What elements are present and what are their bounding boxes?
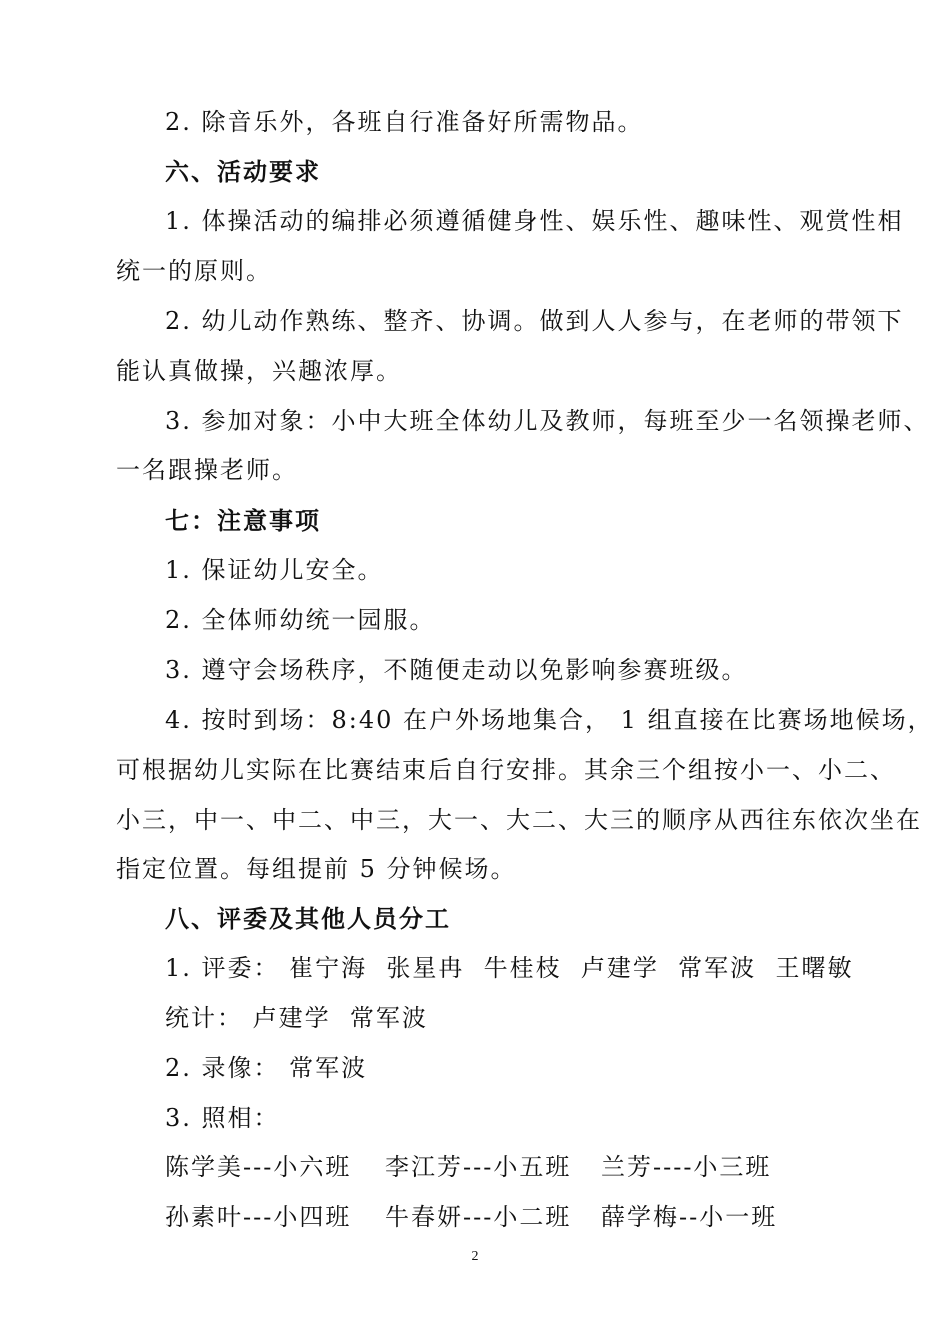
paragraph-line: 小三，中一、中二、中三，大一、大二、大三的顺序从西往东依次坐在 [116,806,922,834]
paragraph-line: 4. 按时到场：8:40 在户外场地集合， 1 组直接在比赛场地候场， [165,706,934,734]
section-heading: 六、活动要求 [165,158,321,186]
photo-assignment: 兰芳----小三班 [601,1153,772,1181]
paragraph-line: 2. 除音乐外，各班自行准备好所需物品。 [165,108,644,136]
photo-assignment: 孙素叶---小四班 [165,1203,352,1231]
paragraph-line: 能认真做操，兴趣浓厚。 [116,357,402,385]
paragraph-line: 2. 全体师幼统一园服。 [165,606,436,634]
photo-assignment-row [165,1151,771,1183]
paragraph-line: 3. 照相： [165,1104,280,1132]
section-heading: 七：注意事项 [165,507,321,535]
paragraph-line: 指定位置。每组提前 5 分钟候场。 [116,855,517,883]
paragraph-line: 统一的原则。 [116,257,272,285]
paragraph-line: 1. 评委： 崔宁海 张星冉 牛桂枝 卢建学 常军波 王曙敏 [165,954,854,982]
paragraph-line: 一名跟操老师。 [116,456,298,484]
paragraph-line: 2. 录像： 常军波 [165,1054,368,1082]
photo-assignment: 陈学美---小六班 [165,1153,352,1181]
paragraph-line: 2. 幼儿动作熟练、整齐、协调。做到人人参与，在老师的带领下 [165,307,904,335]
paragraph-line: 1. 体操活动的编排必须遵循健身性、娱乐性、趣味性、观赏性相 [165,207,904,235]
photo-assignment: 李江芳---小五班 [385,1153,572,1181]
section-heading: 八、评委及其他人员分工 [165,905,451,933]
page-number: 2 [471,1249,479,1264]
paragraph-line: 可根据幼儿实际在比赛结束后自行安排。其余三个组按小一、小二、 [116,756,896,784]
photo-assignment: 薛学梅--小一班 [601,1203,778,1231]
paragraph-line: 1. 保证幼儿安全。 [165,556,384,584]
photo-assignment-row [165,1201,777,1233]
paragraph-line: 统计： 卢建学 常军波 [165,1004,428,1032]
paragraph-line: 3. 遵守会场秩序，不随便走动以免影响参赛班级。 [165,656,748,684]
photo-assignment: 牛春妍---小二班 [385,1203,572,1231]
paragraph-line: 3. 参加对象：小中大班全体幼儿及教师，每班至少一名领操老师、 [165,407,930,435]
